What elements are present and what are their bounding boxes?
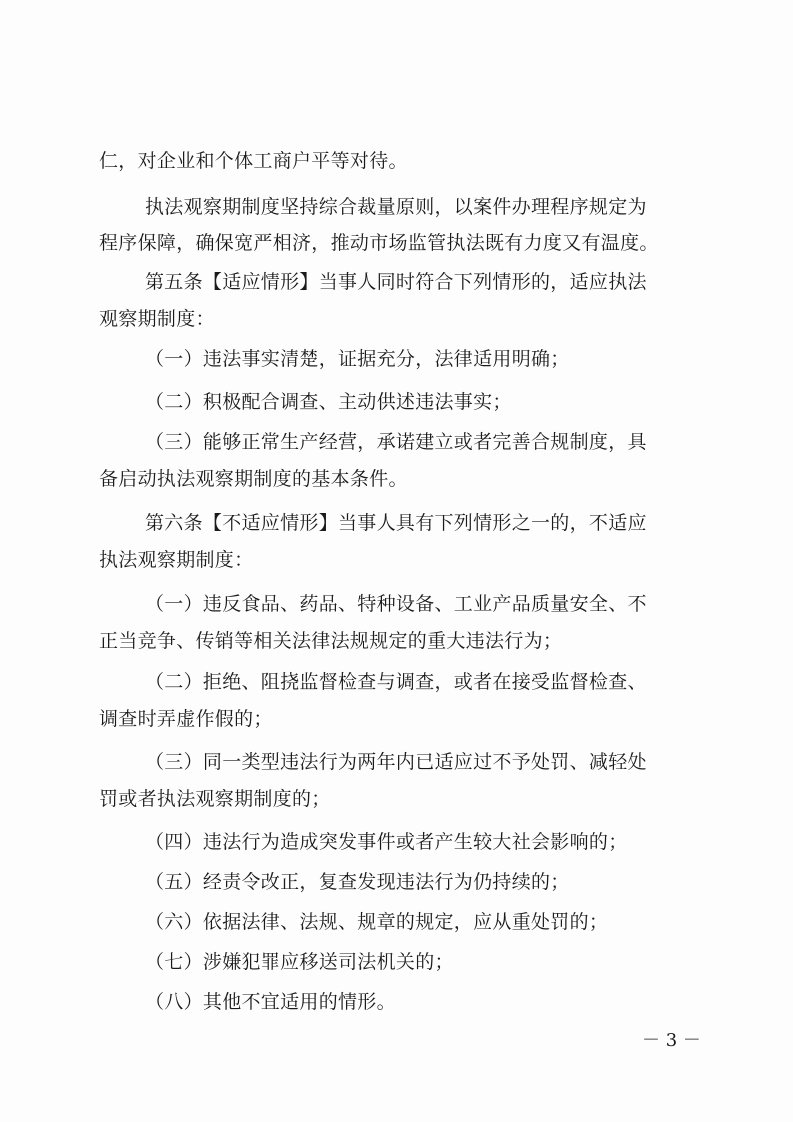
list-item: （七）涉嫌犯罪应移送司法机关的；: [145, 951, 454, 973]
list-item: （二）积极配合调查、主动供述违法事实；: [145, 391, 512, 413]
text-line: 调查时弄虚作假的；: [99, 708, 273, 730]
list-item: （一）违反食品、药品、特种设备、工业产品质量安全、不: [145, 593, 647, 615]
list-item: （五）经责令改正，复查发现违法行为仍持续的；: [145, 871, 570, 893]
list-item: （八）其他不宜适用的情形。: [145, 991, 396, 1013]
text-line: 执法观察期制度坚持综合裁量原则，以案件办理程序规定为: [145, 196, 647, 218]
list-item: （二）拒绝、阻挠监督检查与调查，或者在接受监督检查、: [145, 671, 647, 693]
list-item: （六）依据法律、法规、规章的规定，应从重处罚的；: [145, 911, 609, 933]
list-item: （一）违法事实清楚，证据充分，法律适用明确；: [145, 348, 570, 370]
text-line: 正当竞争、传销等相关法律法规规定的重大违法行为；: [99, 630, 563, 652]
text-line: 观察期制度：: [99, 308, 215, 330]
article-heading: 第五条【适应情形】当事人同时符合下列情形的，适应执法: [145, 271, 647, 293]
article-heading: 第六条【不适应情形】当事人具有下列情形之一的，不适应: [145, 512, 647, 534]
list-item: （三）能够正常生产经营，承诺建立或者完善合规制度，具: [145, 431, 647, 453]
text-line: 罚或者执法观察期制度的；: [99, 788, 331, 810]
text-line: 仁，对企业和个体工商户平等对待。: [99, 150, 408, 172]
list-item: （三）同一类型违法行为两年内已适应过不予处罚、减轻处: [145, 751, 647, 773]
text-line: 执法观察期制度：: [99, 549, 254, 571]
text-line: 程序保障，确保宽严相济，推动市场监管执法既有力度又有温度。: [99, 232, 659, 254]
page-number: － 3 －: [642, 1030, 701, 1051]
list-item: （四）违法行为造成突发事件或者产生较大社会影响的；: [145, 831, 628, 853]
text-line: 备启动执法观察期制度的基本条件。: [99, 468, 408, 490]
